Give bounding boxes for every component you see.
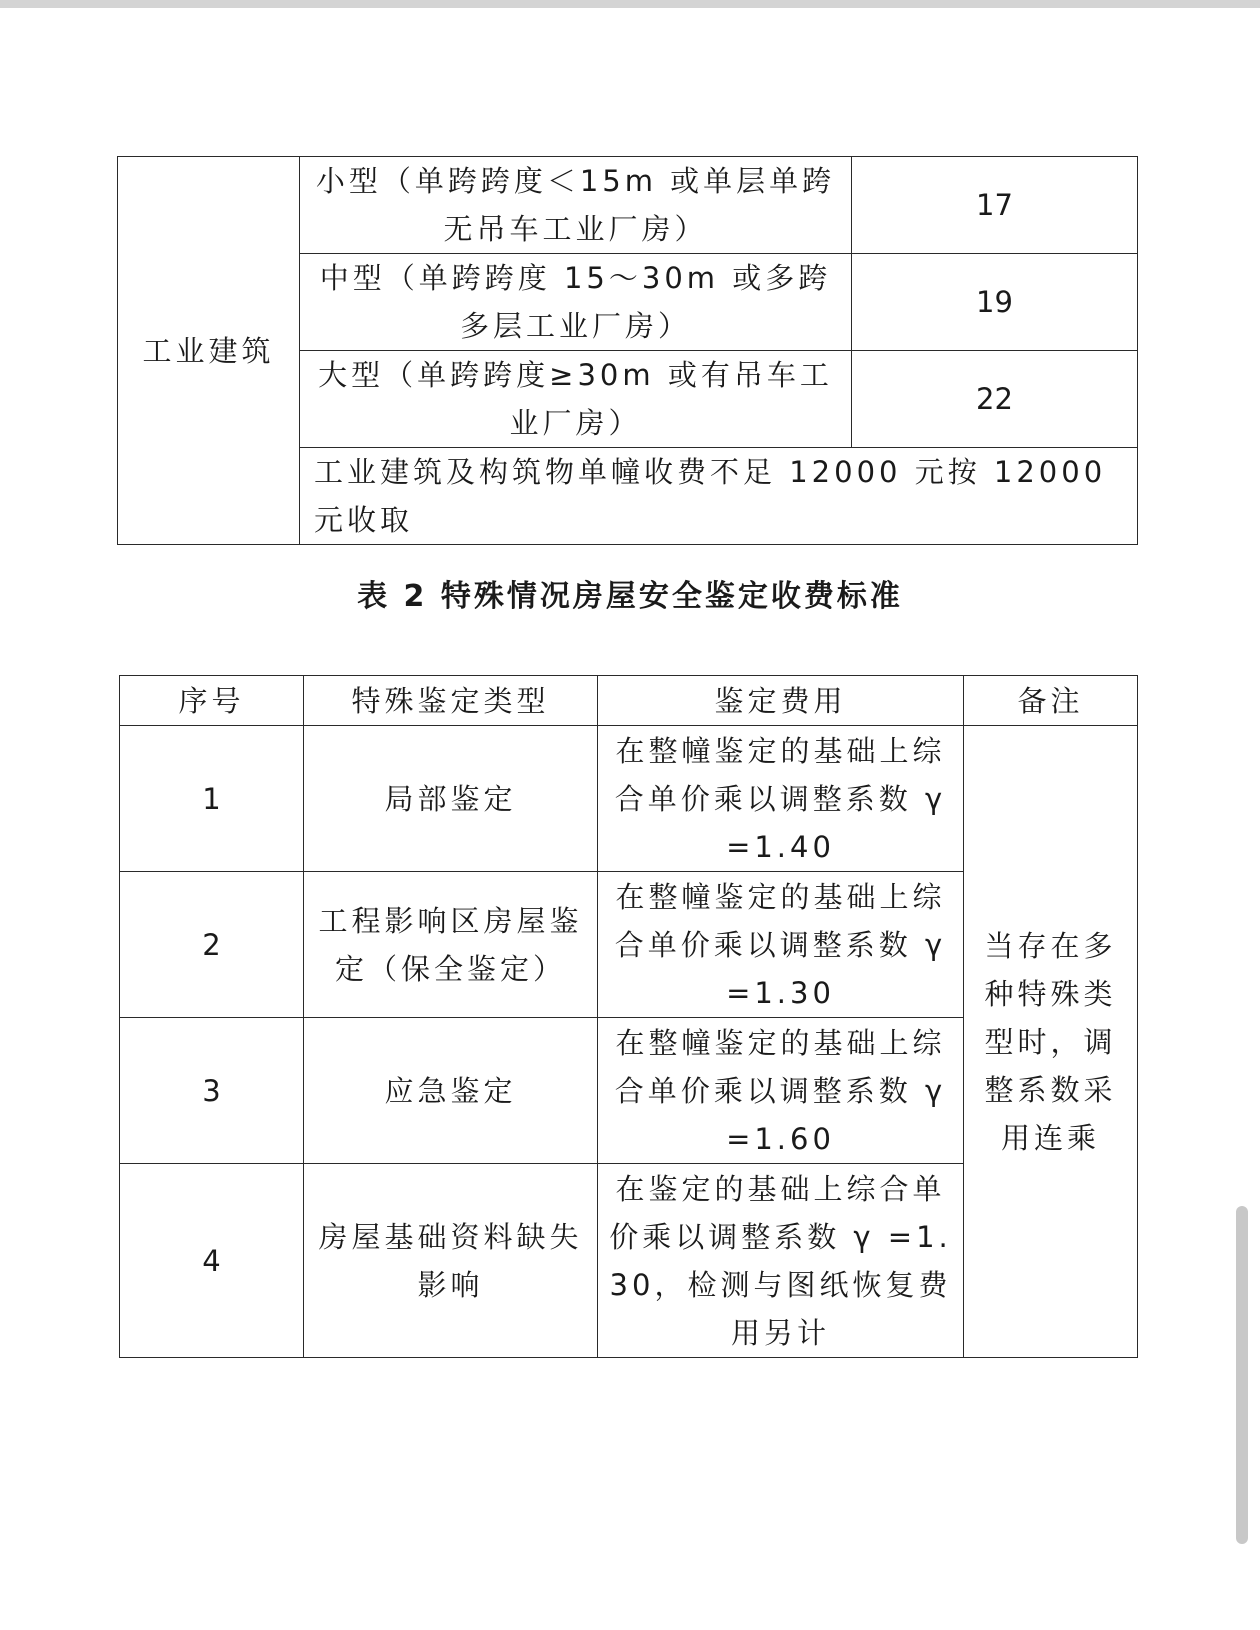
- industrial-building-fee-table: [117, 156, 1138, 545]
- table-row: [120, 726, 1138, 872]
- special-appraisal-fee-table: [119, 675, 1138, 1358]
- type-cell: 小型（单跨跨度＜15m 或单层单跨无吊车工业厂房）: [300, 157, 852, 254]
- fee-cell: 在整幢鉴定的基础上综合单价乘以调整系数 γ =1.60: [598, 1018, 964, 1164]
- appraisal-type-cell: 应急鉴定: [304, 1018, 598, 1164]
- appraisal-type-cell: 房屋基础资料缺失影响: [304, 1164, 598, 1358]
- minimum-fee-note: 工业建筑及构筑物单幢收费不足 12000 元按 12000 元收取: [300, 448, 1138, 545]
- type-cell: 大型（单跨跨度≥30m 或有吊车工业厂房）: [300, 351, 852, 448]
- row-number: 3: [120, 1018, 304, 1164]
- remark-cell: 当存在多种特殊类型时，调整系数采用连乘: [964, 726, 1138, 1358]
- type-cell: 中型（单跨跨度 15～30m 或多跨多层工业厂房）: [300, 254, 852, 351]
- vertical-scrollbar[interactable]: [1236, 1206, 1248, 1544]
- appraisal-type-cell: 工程影响区房屋鉴定（保全鉴定）: [304, 872, 598, 1018]
- value-cell: 19: [852, 254, 1138, 351]
- fee-cell: 在鉴定的基础上综合单价乘以调整系数 γ =1.30，检测与图纸恢复费用另计: [598, 1164, 964, 1358]
- fee-cell: 在整幢鉴定的基础上综合单价乘以调整系数 γ =1.40: [598, 726, 964, 872]
- appraisal-type-cell: 局部鉴定: [304, 726, 598, 872]
- top-divider: [0, 0, 1260, 8]
- table-header-row: [120, 676, 1138, 726]
- row-number: 2: [120, 872, 304, 1018]
- header-type: 特殊鉴定类型: [304, 676, 598, 726]
- table-row: [118, 157, 1138, 254]
- row-number: 4: [120, 1164, 304, 1358]
- table-caption: 表 2 特殊情况房屋安全鉴定收费标准: [357, 579, 903, 614]
- value-cell: 22: [852, 351, 1138, 448]
- category-cell: 工业建筑: [118, 157, 300, 545]
- value-cell: 17: [852, 157, 1138, 254]
- row-number: 1: [120, 726, 304, 872]
- header-fee: 鉴定费用: [598, 676, 964, 726]
- header-remark: 备注: [964, 676, 1138, 726]
- header-no: 序号: [120, 676, 304, 726]
- fee-cell: 在整幢鉴定的基础上综合单价乘以调整系数 γ =1.30: [598, 872, 964, 1018]
